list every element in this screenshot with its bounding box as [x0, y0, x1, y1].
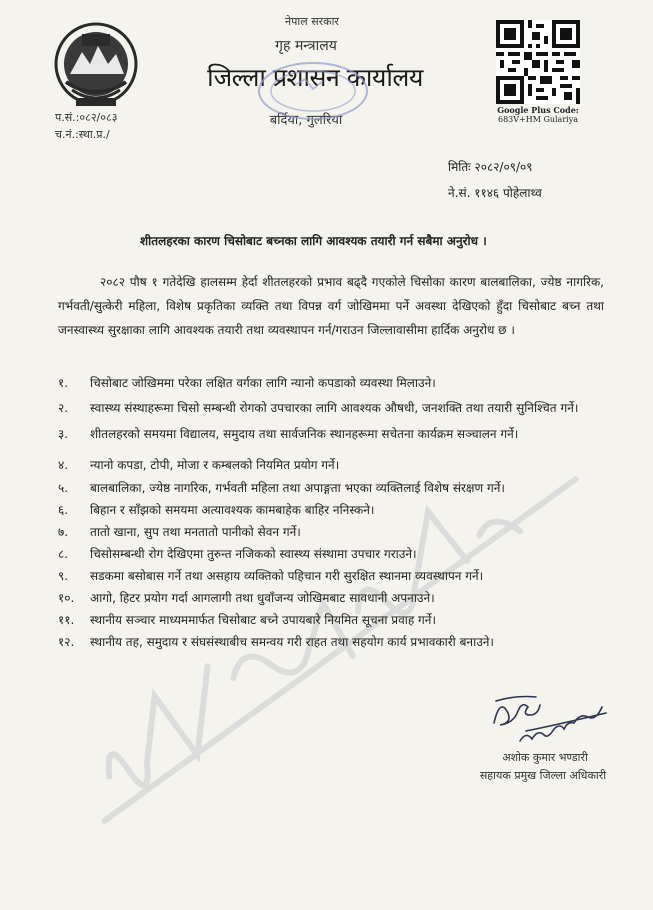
- list-item-number: ७.: [58, 525, 69, 539]
- date-nepal-sambat: ने.सं. ११४६ पोहेलाथ्व: [448, 186, 542, 200]
- subject-line: शीतलहरका कारण चिसोबाट बच्नका लागि आवश्यक तयारी गर्न सबैमा अनुरोध ।: [140, 234, 487, 248]
- list-item: [58, 545, 618, 564]
- nepal-emblem-icon: [52, 20, 140, 112]
- list-item-text: बिहान र साँझको समयमा अत्यावश्यक कामबाहेक बाहिर ननिस्कने।: [90, 503, 375, 517]
- date-bs: मितिः २०८२/०९/०९: [448, 160, 533, 174]
- list-item-number: १.: [58, 376, 69, 390]
- list-item-text: न्यानो कपडा, टोपी, मोजा र कम्बलको नियमित प्रयोग गर्ने।: [90, 458, 340, 472]
- list-item-number: ८.: [58, 547, 69, 561]
- list-item-text: स्वास्थ्य संस्थाहरूमा चिसो सम्बन्धी रोगको उपचारका लागि आवश्यक औषधी, जनशक्ति तथा तयारी सुनिश्चित गर्ने।: [90, 401, 579, 415]
- intro-text: २०८२ पौष १ गतेदेखि हालसम्म हेर्दा शीतलहरको प्रभाव बढ्दै गएकोले चिसोका कारण बालबालिका, ज्येष्ठ नागरिक, गर्भवती/सुत्केरी महिला, विशेष प्रकृतिका व्यक्ति तथा विपन्न वर्ग जोखिममा पर्ने अवस्था देखिएको हुँदा चिसोबाट बच्न तथा जनस्वास्थ्य सुरक्षाका लागि आवश्यक तयारी तथा व्यवस्थापन गर्न/गराउन जिल्लावासीमा हार्दिक अनुरोध छ ।: [58, 275, 604, 337]
- list-item: [58, 589, 618, 608]
- office-title: जिल्ला प्रशासन कार्यालय: [207, 63, 423, 92]
- intro-paragraph: [58, 270, 604, 342]
- list-item-text: शीतलहरको समयमा विद्यालय, समुदाय तथा सार्वजनिक स्थानहरूमा सचेतना कार्यक्रम सञ्चालन गर्ने।: [90, 427, 519, 441]
- list-item-text: चिसोसम्बन्धी रोग देखिएमा तुरुन्त नजिकको स्वास्थ्य संस्थामा उपचार गराउने।: [90, 547, 417, 561]
- list-item: [58, 633, 618, 652]
- list-item: [58, 523, 618, 542]
- government-label: नेपाल सरकार: [285, 15, 339, 28]
- list-item-text: स्थानीय सञ्चार माध्यममार्फत चिसोबाट बच्ने उपायबारे नियमित सूचना प्रवाह गर्ने।: [90, 613, 437, 627]
- ministry-label: गृह मन्त्रालय: [275, 38, 337, 54]
- list-item: [58, 501, 618, 520]
- list-item: [58, 479, 618, 498]
- list-item-number: १०.: [58, 591, 75, 605]
- list-item-number: ९.: [58, 569, 69, 583]
- fiscal-year-ref: प.सं.:०८२/०८३: [55, 111, 118, 124]
- list-item-number: ६.: [58, 503, 69, 517]
- office-stamp-icon: [235, 55, 385, 125]
- office-location: बर्दिया, गुलरिया: [269, 113, 343, 128]
- list-item-text: तातो खाना, सुप तथा मनतातो पानीको सेवन गर्ने।: [90, 525, 301, 539]
- list-item: [58, 611, 618, 630]
- google-plus-code: 683V+HM Gulariya: [497, 115, 578, 124]
- list-item-text: बालबालिका, ज्येष्ठ नागरिक, गर्भवती महिला तथा अपाङ्गता भएका व्यक्तिलाई विशेष संरक्षण गर्ने।: [90, 481, 505, 495]
- signatory-title: सहायक प्रमुख जिल्ला अधिकारी: [479, 769, 607, 782]
- list-item: [58, 374, 618, 393]
- list-item-text: स्थानीय तह, समुदाय र संघसंस्थाबीच समन्वय गरी राहत तथा सहयोग कार्य प्रभावकारी बनाउने।: [90, 635, 494, 649]
- dispatch-number: च.नं.:स्था.प्र./: [55, 128, 110, 141]
- signatory-name: अशोक कुमार भण्डारी: [502, 751, 588, 764]
- list-item: [58, 456, 618, 475]
- list-item-number: ५.: [58, 481, 69, 495]
- signature-icon: [486, 683, 618, 745]
- list-item-text: सडकमा बसोबास गर्ने तथा असहाय व्यक्तिको पहिचान गरी सुरक्षित स्थानमा व्यवस्थापन गर्ने।: [90, 569, 484, 583]
- list-item-text: आगो, हिटर प्रयोग गर्दा आगलागी तथा धुवाँजन्य जोखिमबाट सावधानी अपनाउने।: [90, 591, 435, 605]
- list-item-number: ११.: [58, 613, 75, 627]
- list-item-number: १२.: [58, 635, 75, 649]
- list-item-number: ३.: [58, 427, 69, 441]
- list-item-number: ४.: [58, 458, 69, 472]
- list-item-number: २.: [58, 401, 69, 415]
- qr-code-icon: [496, 20, 580, 104]
- google-plus-code-label: Google Plus Code:: [497, 105, 579, 115]
- request-list: [58, 374, 618, 652]
- list-item: [58, 399, 618, 418]
- list-item: [58, 567, 618, 586]
- list-item-text: चिसोबाट जोखिममा परेका लक्षित वर्गका लागि न्यानो कपडाको व्यवस्था मिलाउने।: [90, 376, 436, 390]
- list-item: [58, 425, 618, 444]
